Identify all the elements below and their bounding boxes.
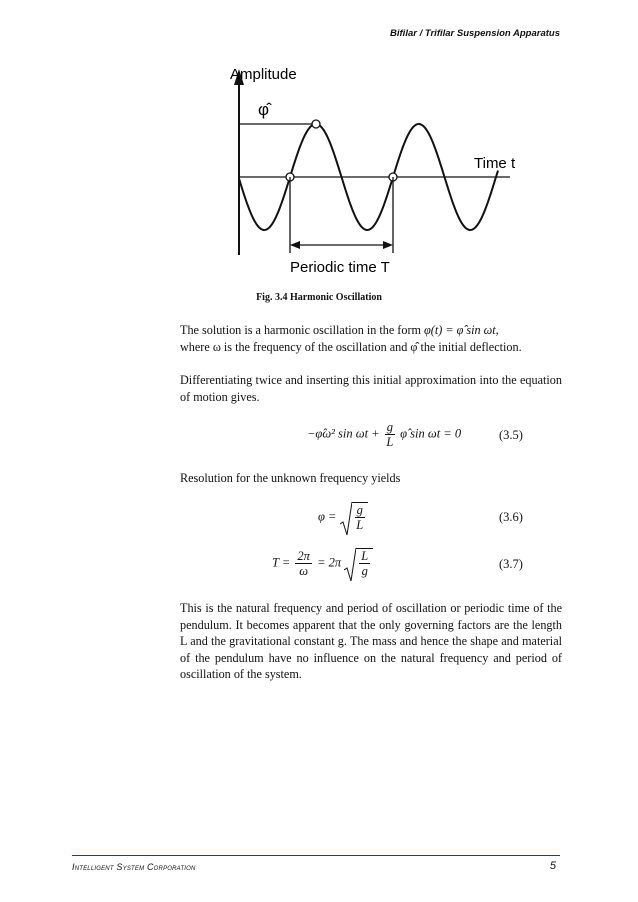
figure-caption: Fig. 3.4 Harmonic Oscillation [256, 292, 382, 303]
eq35-left: −φ̂ω² sin ωt + [307, 426, 380, 441]
solution-comma: , [495, 323, 499, 337]
eq35-numerator: g [386, 420, 393, 434]
footer-company: Intelligent System Corporation [72, 862, 196, 872]
period-label: Periodic time T [290, 259, 390, 276]
equation-number-3-5: (3.5) [499, 428, 523, 442]
footer-rule [72, 855, 560, 856]
phi-hat-label: φ̂ [258, 100, 270, 119]
equation-3-7 [272, 548, 373, 578]
eq35-fraction [385, 420, 395, 449]
running-header: Bifilar / Trifilar Suspension Apparatus [390, 28, 560, 39]
paragraph-differentiating: Differentiating twice and inserting this initial approximation into the equation of motion gives. [180, 373, 562, 404]
equation-number-3-6: (3.6) [499, 510, 523, 524]
solution-formula: φ(t) = φ̂ sin ωt [424, 323, 496, 337]
eq36-numerator: g [356, 503, 363, 517]
time-label: Time t [474, 155, 516, 172]
eq36-sqrt [340, 502, 368, 532]
radical-sign-icon [340, 502, 352, 536]
radical-sign-icon [344, 548, 356, 582]
eq35-right: φ̂ sin ωt = 0 [400, 426, 462, 441]
eq37-sqrt-denominator: g [361, 564, 368, 578]
eq37-left: T = [272, 555, 291, 570]
eq37-mid: = 2π [317, 555, 342, 570]
equation-number-3-7: (3.7) [499, 557, 523, 571]
paragraph-conclusion: This is the natural frequency and period of oscillation or periodic time of the pendulum. It becomes apparent that the only governing factors are the length L and the gravitational constant g. The mass and hence the shape and material of the pendulum have no influence on the natural frequency and period of oscillation of the system. [180, 601, 562, 681]
eq36-left: φ = [318, 509, 337, 524]
eq36-denominator: L [356, 518, 364, 532]
amplitude-label: Amplitude [230, 66, 297, 83]
eq37-sqrt [344, 548, 373, 578]
eq37-sqrt-numerator: L [361, 549, 369, 563]
page-number: 5 [549, 860, 556, 872]
solution-text: The solution is a harmonic oscillation in the form [180, 323, 421, 337]
peak-marker [312, 120, 320, 128]
harmonic-oscillation-figure [220, 55, 520, 285]
paragraph-resolution: Resolution for the unknown frequency yields [180, 471, 401, 485]
period-arrow-right-head [383, 241, 393, 249]
equation-3-6 [318, 502, 368, 532]
eq37-fraction [295, 549, 312, 578]
eq35-denominator: L [386, 435, 394, 449]
eq37-frac-denominator: ω [299, 563, 309, 578]
equation-3-5 [307, 420, 461, 449]
paragraph-solution [180, 322, 562, 355]
eq37-frac-numerator: 2π [297, 548, 310, 563]
solution-line-2: where ω is the frequency of the oscillation and φ̂ the initial deflection. [180, 339, 522, 354]
period-arrow-left-head [290, 241, 300, 249]
